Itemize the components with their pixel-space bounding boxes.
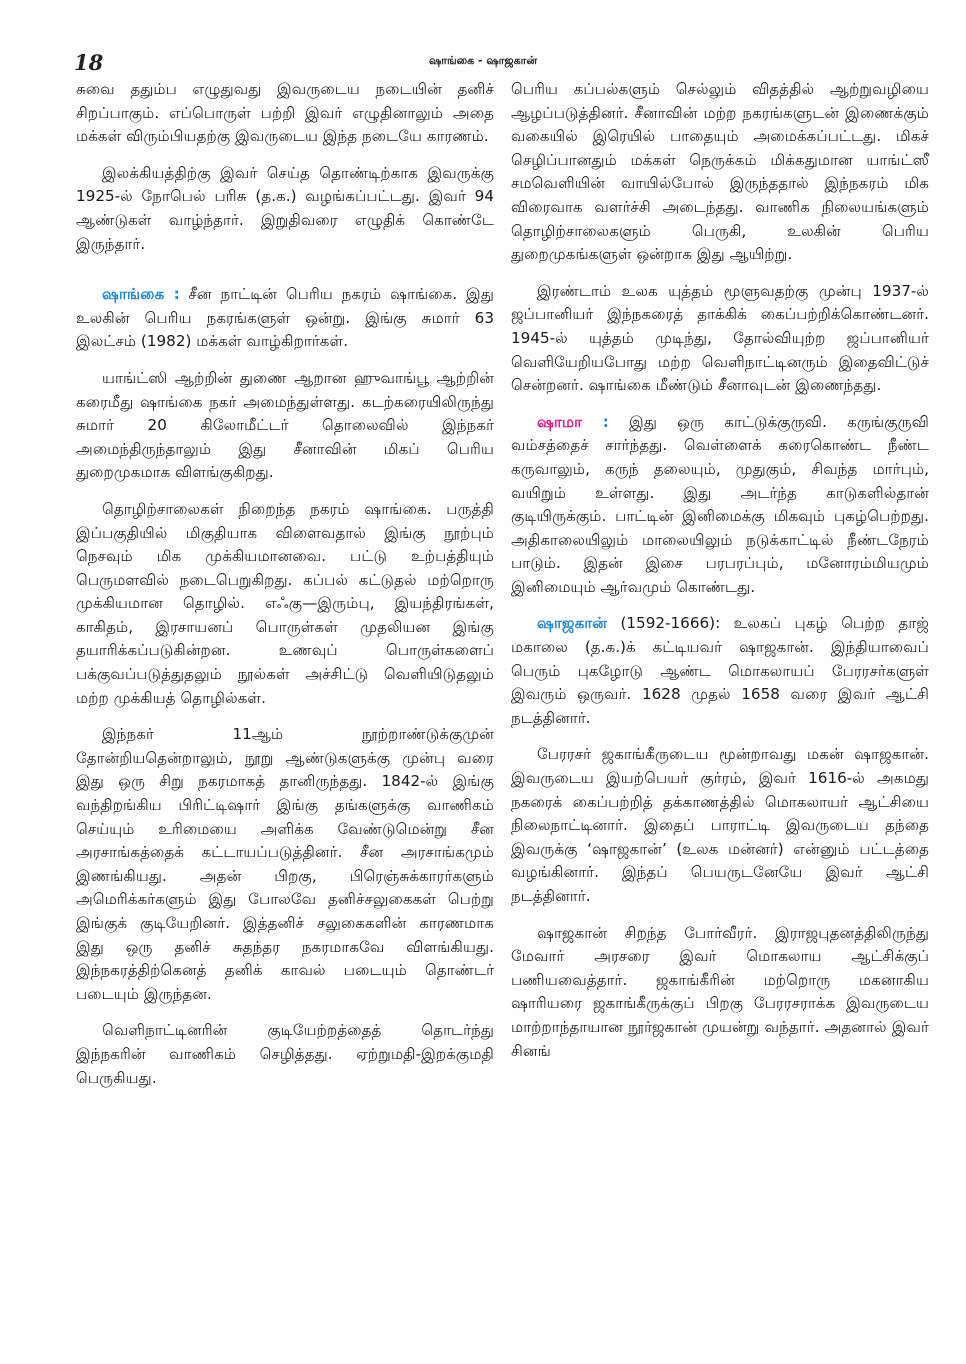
entry-headword: ஷாங்கை :: [102, 285, 180, 304]
paragraph: ஷாஜகான் சிறந்த போர்வீரர். இராஜபுதனத்திலிருந்து மேவார் அரசரை இவர் மொகலாய ஆட்சிக்குப் பணியவைத்தார். ஜகாங்கீரின் மற்றொரு மகனாகிய ஷாரியரை ஜகாங்கீருக்குப் பிறகு பேரரசராக்க இவருடைய மாற்றாந்தாயான நூர்ஜகான் முயன்று வந்தார். அதனால் இவர் சினங்: [511, 923, 929, 1060]
entry-shahjahan: [511, 612, 929, 730]
entry-text: இது ஒரு காட்டுக்குருவி. கருங்குருவி வம்சத்தைச் சார்ந்தது. வெள்ளைக் கரைகொண்ட நீண்ட கருவாலும், கருந் தலையும், முதுகும், சிவந்த மார்பும், வயிறும் உள்ளது. இது அடர்ந்த காடுகளில்தான் குடியிருக்கும். பாட்டின் இனிமைக்கு மிகவும் புகழ்பெற்றது. அதிகாலையிலும் மாலையிலும் நடுக்காட்டில் நீண்டநேரம் பாடும். இதன் இசை பரபரப்பும், மனோரம்மியமும் இனிமையும் ஆர்வமும் கொண்டது.: [511, 412, 929, 596]
left-column: [76, 78, 494, 1103]
entry-shanghai: [76, 283, 494, 354]
right-column: [511, 78, 929, 1076]
paragraph: பெரிய கப்பல்களும் செல்லும் விதத்தில் ஆற்றுவழியை ஆழப்படுத்தினர். சீனாவின் மற்ற நகரங்களுடன் இணைக்கும் வகையில் இரெயில் பாதையும் அமைக்கப்பட்டது. மிகச் செழிப்பானதும் மக்கள் நெருக்கம் மிக்கதுமான யாங்ட்ஸீ சமவெளியின் வாயில்போல் இருந்ததால் இந்நகரம் மிக விரைவாக வளர்ச்சி அடைந்தது. வாணிக நிலையங்களும் தொழிற்சாலைகளும் பெருகி, உலகின் பெரிய துறைமுகங்களுள் ஒன்றாக இது ஆயிற்று.: [511, 80, 929, 264]
entry-text: (1592-1666): உலகப் புகழ் பெற்ற தாஜ் மகாலை (த.க.)க் கட்டியவர் ஷாஜகான். இந்தியாவைப் பெரும் புகழோடு ஆண்ட மொகலாயப் பேரரசர்களுள் இவரும் ஒருவர். 1628 முதல் 1658 வரை இவர் ஆட்சி நடத்தினார்.: [511, 614, 929, 727]
entry-text: சீன நாட்டின் பெரிய நகரம் ஷாங்கை. இது உலகின் பெரிய நகரங்களுள் ஒன்று. இங்கு சுமார் 63 இலட்சம் (1982) மக்கள் வாழ்கிறார்கள்.: [76, 285, 494, 351]
paragraph: தொழிற்சாலைகள் நிறைந்த நகரம் ஷாங்கை. பருத்தி இப்பகுதியில் மிகுதியாக விளைவதால் இங்கு நூற்பும் நெசவும் மிக முக்கியமானவை. பட்டு உற்பத்தியும் பெருமளவில் நடைபெறுகிறது. கப்பல் கட்டுதல் மற்றொரு முக்கியமான தொழில். எஃகு—இரும்பு, இயந்திரங்கள், காகிதம், இரசாயனப் பொருள்கள் முதலியன இங்கு தயாரிக்கப்படுகின்றன. உணவுப் பொருள்களைப் பக்குவப்படுத்துதலும் நூல்கள் அச்சிட்டு வெளியிடுதலும் மற்ற முக்கியத் தொழில்கள்.: [76, 499, 494, 707]
paragraph: இலக்கியத்திற்கு இவர் செய்த தொண்டிற்காக இவருக்கு 1925-ல் நோபெல் பரிசு (த.க.) வழங்கப்பட்டது. இவர் 94 ஆண்டுகள் வாழ்ந்தார். இறுதிவரை எழுதிக் கொண்டே இருந்தார்.: [76, 163, 494, 253]
paragraph: வெளிநாட்டினரின் குடியேற்றத்தைத் தொடர்ந்து இந்நகரின் வாணிகம் செழித்தது. ஏற்றுமதி-இறக்குமதி பெருகியது.: [76, 1021, 494, 1087]
entry-headword: ஷாமா :: [537, 412, 609, 431]
page-number: 18: [74, 50, 104, 75]
paragraph: சுவை ததும்ப எழுதுவது இவருடைய நடையின் தனிச் சிறப்பாகும். எப்பொருள் பற்றி இவர் எழுதினாலும் அதை மக்கள் விரும்பியதற்கு இவருடைய இந்த நடையே காரணம்.: [76, 80, 494, 146]
running-head: ஷாங்கை - ஷாஜகான்: [428, 54, 538, 67]
entry-headword: ஷாஜகான்: [537, 614, 607, 633]
paragraph: இந்நகர் 11ஆம் நூற்றாண்டுக்குமுன் தோன்றியதென்றாலும், நூறு ஆண்டுகளுக்கு முன்பு வரை இது ஒரு சிறு நகரமாகத் தானிருந்தது. 1842-ல் இங்கு வந்திறங்கிய பிரிட்டிஷார் இங்கு தங்களுக்கு வாணிகம் செய்யும் உரிமையை அளிக்க வேண்டுமென்று சீன அரசாங்கத்தைக் கட்டாயப்படுத்தினர். சீன அரசாங்கமும் இணங்கியது. அதன் பிறகு, பிரெஞ்சுக்காரர்களும் அமெரிக்கர்களும் இது போலவே தனிச்சலுகைகள் பெற்று இங்குக் குடியேறினர். இத்தனிச் சலுகைகளின் காரணமாக இது ஒரு தனிச் சுதந்தர நகரமாகவே விளங்கியது. இந்நகரத்திற்கெனத் தனிக் காவல் படையும் தொண்டர் படையும் இருந்தன.: [76, 725, 494, 1003]
paragraph: யாங்ட்ஸி ஆற்றின் துணை ஆறான ஹுவாங்பூ ஆற்றின் கரைமீது ஷாங்கை நகர் அமைந்துள்ளது. கடற்கரையிலிருந்து சுமார் 20 கிலோமீட்டர் தொலைவில் இந்நகர் அமைந்திருந்தாலும் இது சீனாவின் மிகப் பெரிய துறைமுகமாக விளங்குகிறது.: [76, 368, 494, 482]
paragraph: பேரரசர் ஜகாங்கீருடைய மூன்றாவது மகன் ஷாஜகான். இவருடைய இயற்பெயர் குர்ரம், இவர் 1616-ல் அகமது நகரைக் கைப்பற்றித் தக்காணத்தில் மொகலாயர் ஆட்சியை நிலைநாட்டினார். இதைப் பாராட்டி இவருடைய தந்தை இவருக்கு ‘ஷாஜகான்’ (உலக மன்னர்) என்னும் பட்டத்தை வழங்கினார். இந்தப் பெயருடனேயே இவர் ஆட்சி நடத்தினார்.: [511, 745, 929, 905]
entry-shama: [511, 411, 929, 600]
paragraph: இரண்டாம் உலக யுத்தம் மூளுவதற்கு முன்பு 1937-ல் ஜப்பானியர் இந்நகரைத் தாக்கிக் கைப்பற்றிக்கொண்டனர். 1945-ல் யுத்தம் முடிந்து, தோல்வியுற்ற ஜப்பானியர் வெளியேறியபோது மற்ற வெளிநாட்டினரும் இதைவிட்டுச் சென்றனர். ஷாங்கை மீண்டும் சீனாவுடன் இணைந்தது.: [511, 281, 929, 395]
